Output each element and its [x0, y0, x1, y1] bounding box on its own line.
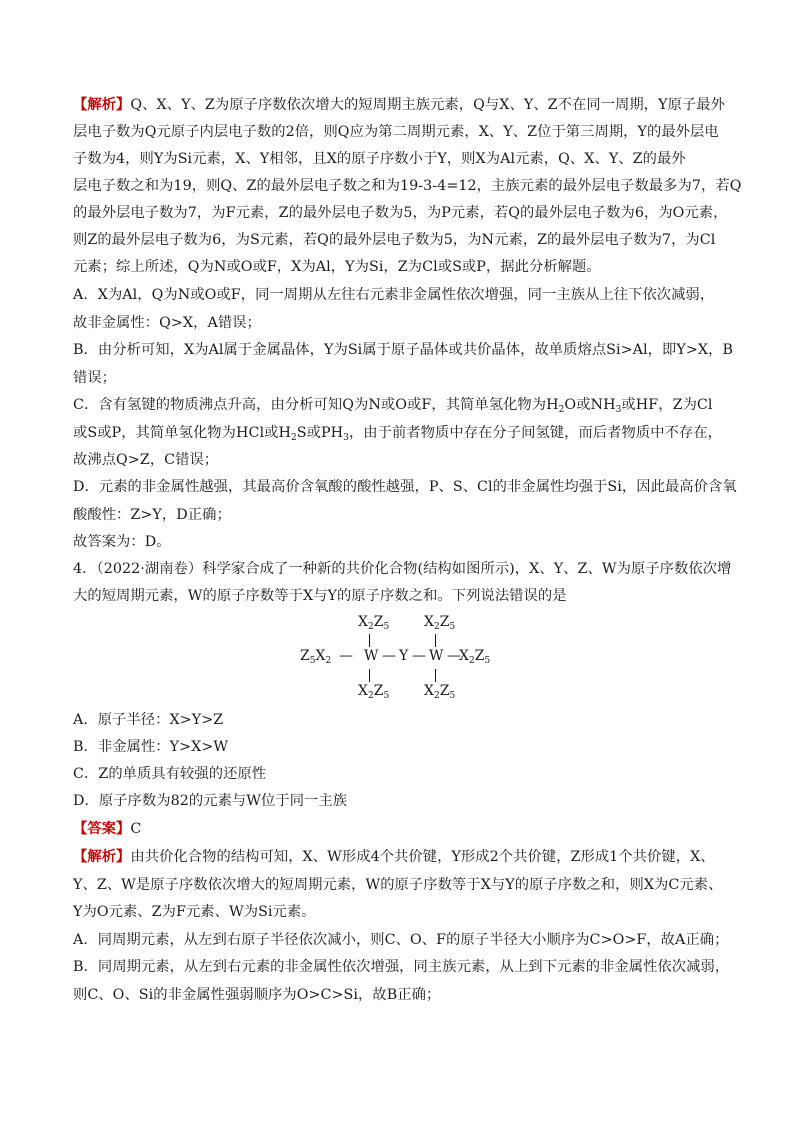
bottom-right-group: $X_2Z_5$: [424, 683, 456, 701]
bond-line: [369, 634, 370, 647]
atom-w: W: [364, 648, 379, 664]
answer-tag: 【答案】: [73, 821, 131, 837]
analysis-line: 【解析】Q、X、Y、Z为原子序数依次增大的短周期主族元素，Q与X、Y、Z不在同一周期，Y原子最外: [73, 97, 725, 113]
analysis-line: 则Z的最外层电子数为6，为S元素，若Q的最外层电子数为5，为N元素，Z的最外层电子数为7，为Cl: [73, 232, 716, 248]
answer-line: 故答案为：D。: [73, 534, 171, 550]
option-a-explanation: A．同周期元素，从左到右原子半径依次减小，则C、O、F的原子半径大小顺序为C>O>F，故A正确；: [73, 932, 729, 948]
option-b-explanation: 则C、O、Si的非金属性强弱顺序为O>C>Si，故B正确；: [73, 987, 441, 1003]
option-b-explanation: B．同周期元素，从左到右元素的非金属性依次增强，同主族元素，从上到下元素的非金属性依次减弱，: [73, 959, 730, 975]
atom-w: W: [429, 648, 444, 664]
option-c-explanation: 故沸点Q>Z，C错误；: [73, 452, 219, 468]
choice-d: D．原子序数为82的元素与W位于同一主族: [73, 793, 348, 809]
bond-line: [369, 669, 370, 682]
option-d-explanation: D．元素的非金属性越强，其最高价含氧酸的酸性越强，P、S、Cl的非金属性均强于Si，因此最高价含氧: [73, 479, 737, 495]
analysis-line: Y为O元素、Z为F元素、W为Si元素。: [73, 904, 316, 920]
option-d-explanation: 酸酸性：Z>Y，D正确；: [73, 507, 231, 523]
analysis-line: Y、Z、W是原子序数依次增大的短周期元素，W的原子序数等于X与Y的原子序数之和，则X为C元素、: [73, 877, 723, 893]
top-right-group: $X_2Z_5$: [424, 614, 456, 632]
choice-c: C．Z的单质具有较强的还原性: [73, 766, 267, 782]
bond-dash: —: [447, 648, 461, 664]
analysis-line: 元素；综上所述，Q为N或O或F，X为Al，Y为Si，Z为Cl或S或P，据此分析解题。: [73, 259, 601, 275]
top-left-group: $X_2Z_5$: [358, 614, 390, 632]
analysis-line: 【解析】由共价化合物的结构可知，X、W形成4个共价键，Y形成2个共价键，Z形成1个共价键，X、: [73, 849, 715, 865]
answer-row: [73, 820, 723, 838]
choice-b: B．非金属性：Y>X>W: [73, 739, 229, 755]
left-group: $Z_5X_2$: [300, 648, 332, 666]
option-c-explanation: 或S或P，其简单氢化物为HCl或$H_2S$或$PH_3$，由于前者物质中存在分子间氢键，而后者物质中不存在，: [73, 425, 722, 443]
choice-a: A．原子半径：X>Y>Z: [73, 712, 224, 728]
bond-dash: —: [412, 648, 426, 664]
question-4-stem: 大的短周期元素，W的原子序数等于X与Y的原子序数之和。下列说法错误的是: [73, 588, 567, 604]
molecule-structure-diagram: [296, 614, 506, 704]
bottom-left-group: $X_2Z_5$: [358, 683, 390, 701]
option-a-explanation: 故非金属性：Q>X，A错误；: [73, 315, 261, 331]
option-b-explanation: B．由分析可知，X为Al属于金属晶体，Y为Si属于原子晶体或共价晶体，故单质熔点Si>Al，即Y>X，B: [73, 342, 734, 358]
bond-dash: —: [382, 648, 396, 664]
analysis-line: 层电子数之和为19，则Q、Z的最外层电子数之和为19-3-4=12，主族元素的最外层电子数最多为7，若Q: [73, 178, 742, 194]
right-group: $X_2Z_5$: [459, 648, 491, 666]
option-b-explanation: 错误；: [73, 370, 117, 386]
atom-y: Y: [399, 648, 409, 664]
option-a-explanation: A．X为Al，Q为N或O或F，同一周期从左往右元素非金属性依次增强，同一主族从上往下依次减弱，: [73, 287, 715, 303]
analysis-line: 层电子数为Q元原子内层电子数的2倍，则Q应为第二周期元素，X、Y、Z位于第三周期，Y的最外层电: [73, 124, 719, 140]
option-c-explanation: C．含有氢键的物质沸点升高，由分析可知Q为N或O或F，其简单氢化物为$H_2O$或$NH_3$或HF，Z为Cl: [73, 397, 713, 415]
analysis-tag: 【解析】: [73, 97, 131, 113]
analysis-line: 子数为4，则Y为Si元素，X、Y相邻，且X的原子序数小于Y，则X为Al元素，Q、X、Y、Z的最外: [73, 151, 686, 167]
analysis-tag: 【解析】: [73, 849, 131, 865]
bond-line: [435, 634, 436, 647]
question-4-stem: 4．（2022·湖南卷）科学家合成了一种新的共价化合物(结构如图所示)，X、Y、Z、W为原子序数依次增: [73, 561, 732, 577]
analysis-line: 的最外层电子数为7，为F元素，Z的最外层电子数为5，为P元素，若Q的最外层电子数为6，为O元素，: [73, 205, 728, 221]
bond-dash: —: [339, 648, 353, 664]
answer-value: C: [130, 821, 142, 837]
bond-line: [435, 669, 436, 682]
